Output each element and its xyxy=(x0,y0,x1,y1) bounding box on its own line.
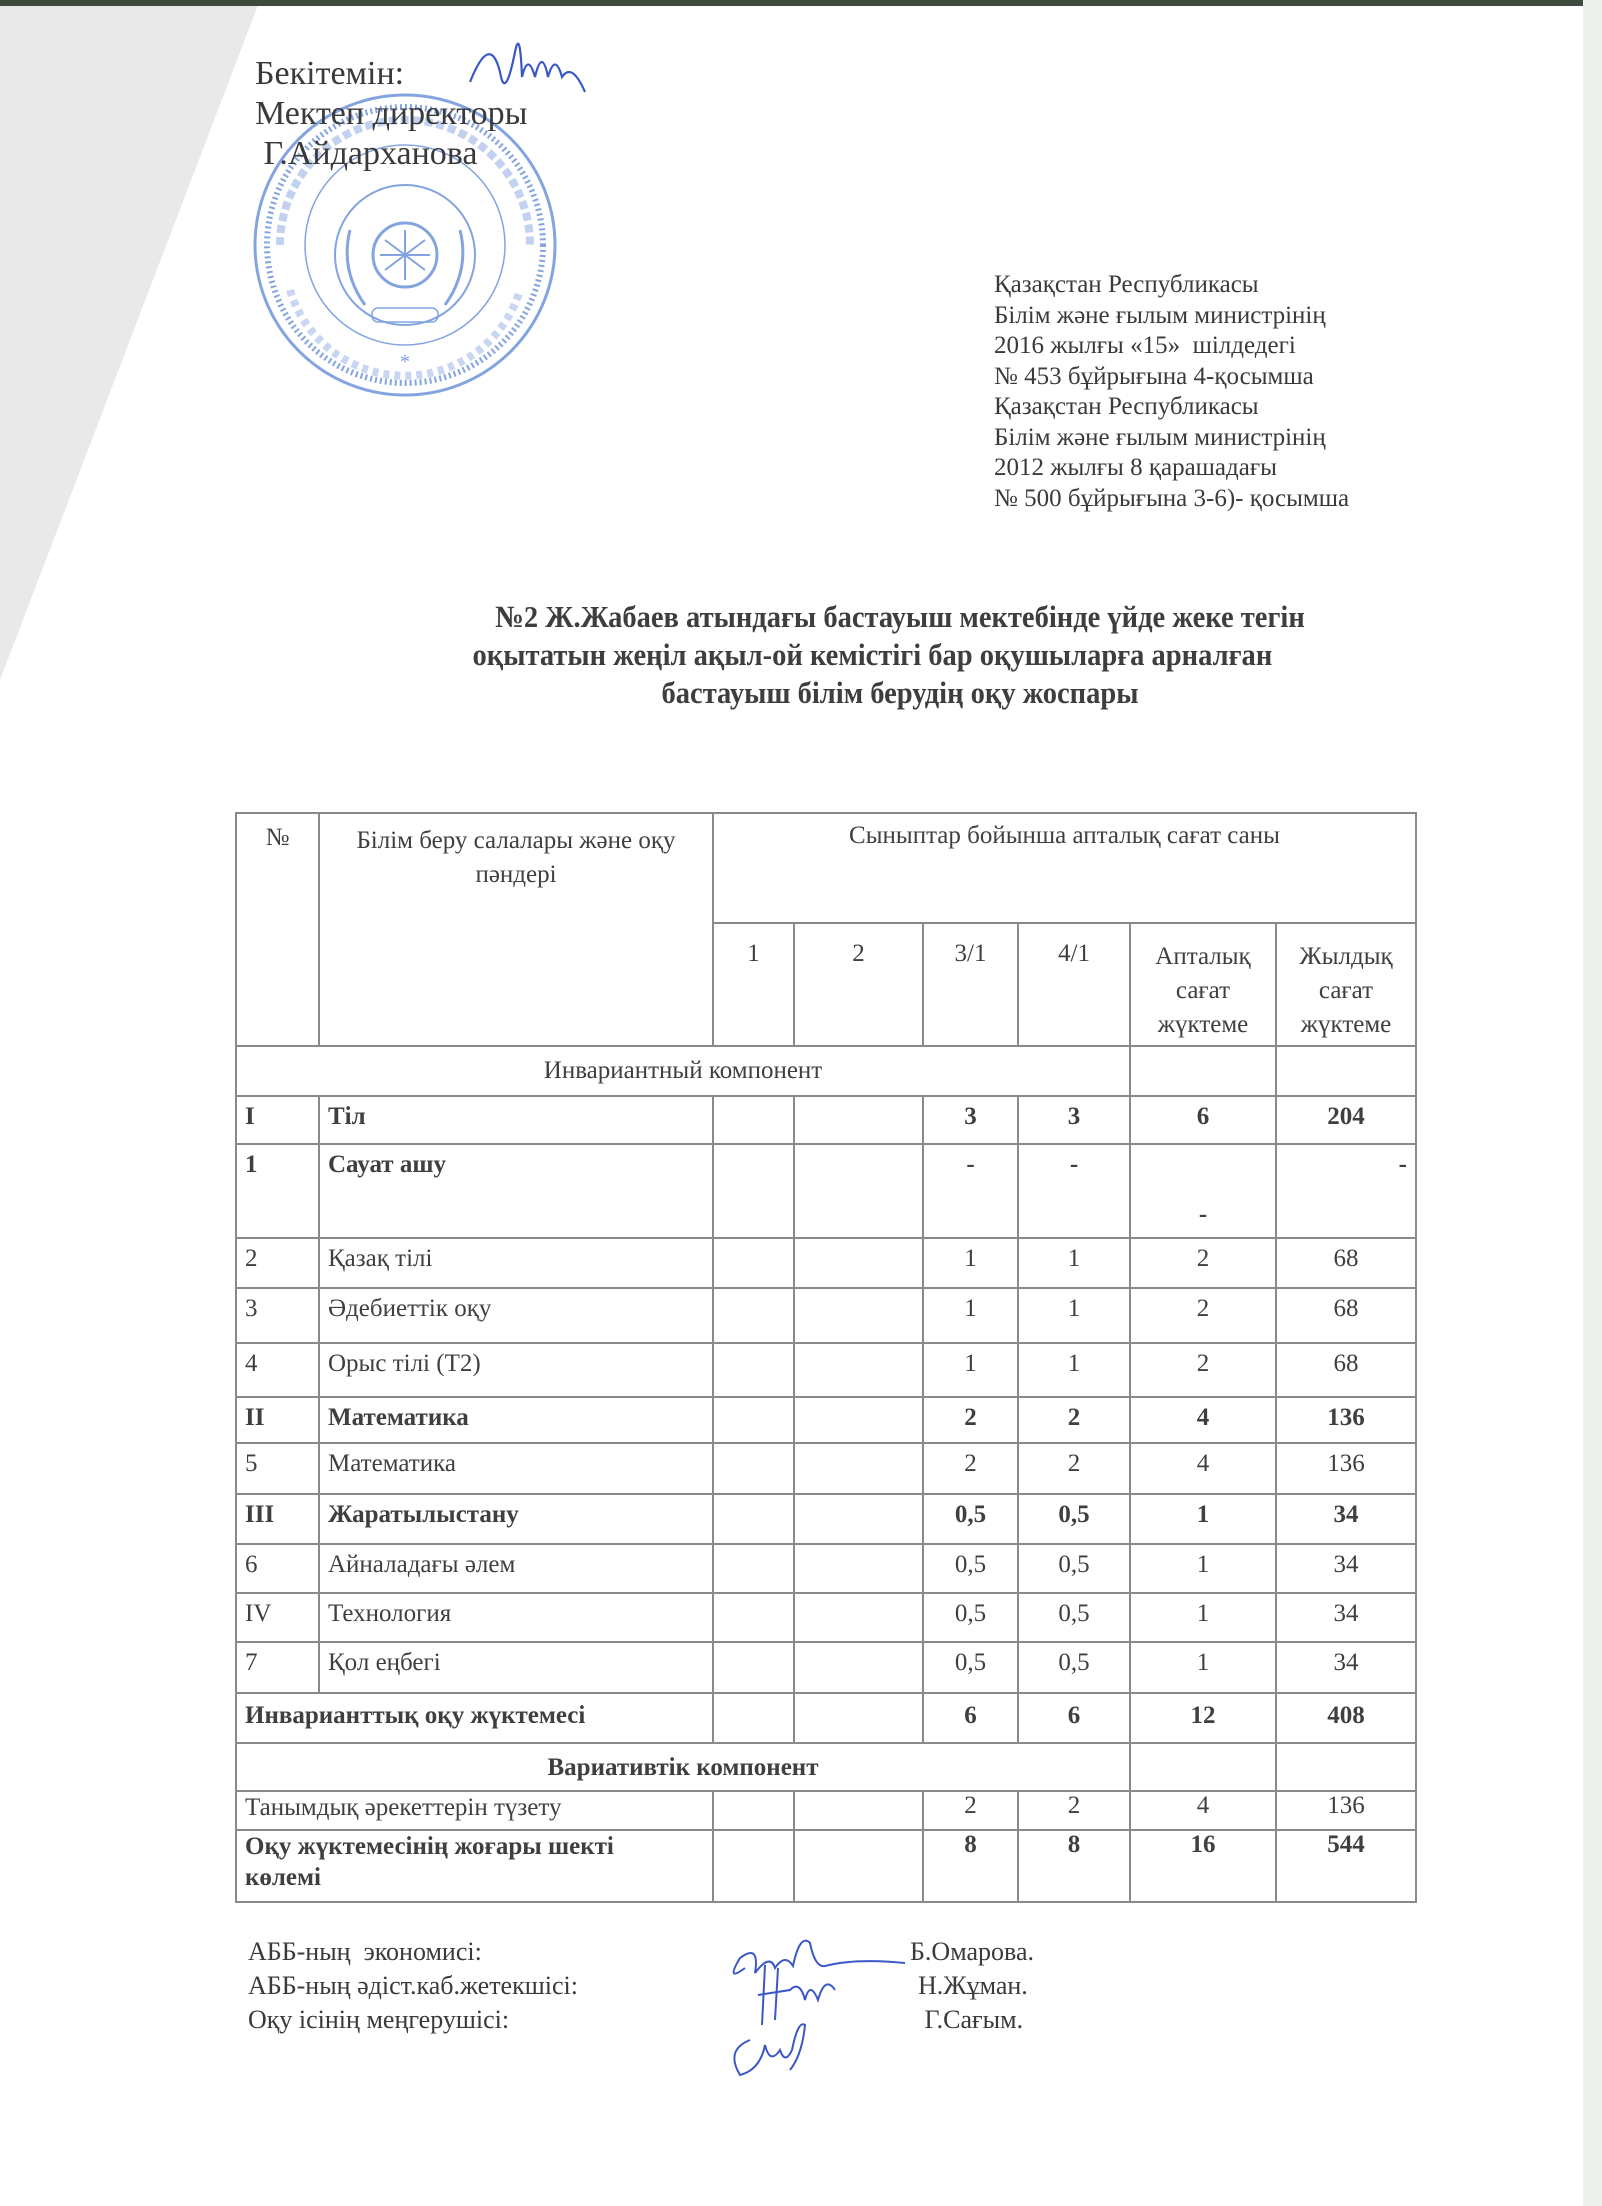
cell-class-3-1: 0,5 xyxy=(923,1642,1018,1693)
cell-weekly: 4 xyxy=(1130,1443,1276,1494)
cell-class-3-1: 2 xyxy=(923,1791,1018,1830)
cell-class-2 xyxy=(794,1494,923,1544)
cell-yearly: 34 xyxy=(1276,1494,1416,1544)
scan-folded-corner xyxy=(0,0,260,680)
reference-line: № 453 бұйрығына 4-қосымша xyxy=(994,362,1314,390)
cell-yearly: 136 xyxy=(1276,1443,1416,1494)
cell-class-3-1: 2 xyxy=(923,1397,1018,1443)
header-number: № xyxy=(236,813,319,1046)
cell-class-1 xyxy=(713,1593,794,1642)
title-line: оқытатын жеңіл ақыл-ой кемістігі бар оқушыларға арналған xyxy=(472,637,1273,672)
cell-class-2 xyxy=(794,1343,923,1397)
max-load-row xyxy=(236,1830,1416,1902)
cell-class-1 xyxy=(713,1830,794,1902)
row-number: 3 xyxy=(236,1288,319,1343)
empty-cell xyxy=(1130,1743,1276,1791)
reference-line: Білім және ғылым министрінің xyxy=(994,301,1326,329)
signatory-name: Б.Омарова. xyxy=(910,1937,1034,1966)
cell-class-1 xyxy=(713,1144,794,1238)
cell-yearly: 68 xyxy=(1276,1238,1416,1288)
cell-class-3-1: - xyxy=(923,1144,1018,1238)
signature-row xyxy=(248,2003,1024,2037)
invariant-total-label: Инварианттық оқу жүктемесі xyxy=(236,1693,713,1743)
table-row xyxy=(236,1593,1416,1642)
cell-class-2 xyxy=(794,1096,923,1144)
signature-row xyxy=(248,1969,1028,2003)
cell-class-3-1: 1 xyxy=(923,1238,1018,1288)
document-title xyxy=(348,598,1452,712)
cell-class-4-1: 2 xyxy=(1018,1397,1130,1443)
cell-class-4-1: 2 xyxy=(1018,1791,1130,1830)
row-number: 2 xyxy=(236,1238,319,1288)
cell-class-3-1: 1 xyxy=(923,1343,1018,1397)
cell-class-3-1: 3 xyxy=(923,1096,1018,1144)
cell-class-3-1: 0,5 xyxy=(923,1593,1018,1642)
header-subject: Білім беру салалары және оқу пәндері xyxy=(319,813,713,1046)
svg-text:*: * xyxy=(400,351,410,373)
cell-class-2 xyxy=(794,1642,923,1693)
cell-class-4-1: 6 xyxy=(1018,1693,1130,1743)
cell-yearly: 34 xyxy=(1276,1642,1416,1693)
cell-class-3-1: 6 xyxy=(923,1693,1018,1743)
table-row xyxy=(236,1494,1416,1544)
cell-class-1 xyxy=(713,1288,794,1343)
row-number: 4 xyxy=(236,1343,319,1397)
cell-class-2 xyxy=(794,1443,923,1494)
table-row xyxy=(236,1544,1416,1593)
cell-class-1 xyxy=(713,1544,794,1593)
variative-section-label: Вариативтік компонент xyxy=(236,1743,1130,1791)
cell-class-4-1: 0,5 xyxy=(1018,1642,1130,1693)
cell-class-1 xyxy=(713,1397,794,1443)
cell-class-1 xyxy=(713,1642,794,1693)
cell-weekly: 1 xyxy=(1130,1544,1276,1593)
cell-class-3-1: 2 xyxy=(923,1443,1018,1494)
signatory-role: Оқу ісінің меңгерушісі: xyxy=(248,2005,510,2034)
approval-person: Г.Айдарханова xyxy=(255,135,478,172)
variative-subject: Танымдық әрекеттерін түзету xyxy=(236,1791,713,1830)
table-row xyxy=(236,1343,1416,1397)
title-line: бастауыш білім берудің оқу жоспары xyxy=(661,675,1139,710)
table-row xyxy=(236,1238,1416,1288)
row-number: 5 xyxy=(236,1443,319,1494)
head-teacher-signature-icon xyxy=(720,2010,830,2080)
row-number: 1 xyxy=(236,1144,319,1238)
reference-line: Қазақстан Республикасы xyxy=(994,271,1259,298)
approval-position: Мектеп директоры xyxy=(255,95,528,132)
cell-class-2 xyxy=(794,1397,923,1443)
cell-class-1 xyxy=(713,1343,794,1397)
approval-label: Бекітемін: xyxy=(255,55,405,92)
header-col-1: 1 xyxy=(713,923,794,1046)
cell-class-2 xyxy=(794,1144,923,1238)
cell-class-4-1: 1 xyxy=(1018,1238,1130,1288)
curriculum-table xyxy=(235,812,1417,1903)
header-yearly-load: Жылдық сағат жүктеме xyxy=(1276,923,1416,1046)
reference-line: Қазақстан Республикасы xyxy=(994,393,1259,420)
signatory-role: АББ-ның экономисі: xyxy=(248,1937,482,1966)
cell-weekly: 1 xyxy=(1130,1494,1276,1544)
cell-class-3-1: 8 xyxy=(923,1830,1018,1902)
cell-class-4-1: 2 xyxy=(1018,1443,1130,1494)
cell-class-2 xyxy=(794,1544,923,1593)
cell-weekly: 1 xyxy=(1130,1642,1276,1693)
signatory-name: Г.Сағым. xyxy=(918,2005,1024,2034)
signatory-name: Н.Жұман. xyxy=(918,1971,1028,2000)
empty-cell xyxy=(1130,1046,1276,1096)
cell-class-4-1: 0,5 xyxy=(1018,1494,1130,1544)
subject-name: Сауат ашу xyxy=(319,1144,713,1238)
cell-class-3-1: 0,5 xyxy=(923,1544,1018,1593)
cell-yearly: - xyxy=(1276,1144,1416,1238)
invariant-total-row xyxy=(236,1693,1416,1743)
cell-class-4-1: 3 xyxy=(1018,1096,1130,1144)
subject-name: Технология xyxy=(319,1593,713,1642)
cell-weekly: 6 xyxy=(1130,1096,1276,1144)
row-number: I xyxy=(236,1096,319,1144)
scan-edge-top xyxy=(0,0,1602,6)
cell-weekly: 2 xyxy=(1130,1288,1276,1343)
table-row xyxy=(236,1397,1416,1443)
cell-weekly: 4 xyxy=(1130,1397,1276,1443)
reference-line: 2012 жылғы 8 қарашадағы xyxy=(994,454,1277,481)
row-number: IV xyxy=(236,1593,319,1642)
signature-row xyxy=(248,1935,1034,1969)
cell-class-4-1: 8 xyxy=(1018,1830,1130,1902)
cell-class-2 xyxy=(794,1288,923,1343)
cell-yearly: 544 xyxy=(1276,1830,1416,1902)
header-group: Сыныптар бойынша апталық сағат саны xyxy=(713,813,1416,923)
table-row xyxy=(236,1642,1416,1693)
table-row xyxy=(236,1288,1416,1343)
subject-name: Математика xyxy=(319,1397,713,1443)
reference-line: № 500 бұйрығына 3-6)- қосымша xyxy=(994,484,1350,512)
cell-class-4-1: 1 xyxy=(1018,1343,1130,1397)
cell-class-1 xyxy=(713,1096,794,1144)
subject-name: Қол еңбегі xyxy=(319,1642,713,1693)
cell-class-4-1: - xyxy=(1018,1144,1130,1238)
cell-class-4-1: 1 xyxy=(1018,1288,1130,1343)
cell-yearly: 68 xyxy=(1276,1288,1416,1343)
cell-yearly: 136 xyxy=(1276,1791,1416,1830)
empty-cell xyxy=(1276,1743,1416,1791)
cell-class-3-1: 0,5 xyxy=(923,1494,1018,1544)
cell-yearly: 34 xyxy=(1276,1593,1416,1642)
subject-name: Математика xyxy=(319,1443,713,1494)
cell-class-2 xyxy=(794,1791,923,1830)
row-number: 7 xyxy=(236,1642,319,1693)
header-col-3-1: 3/1 xyxy=(923,923,1018,1046)
cell-weekly: - xyxy=(1130,1144,1276,1238)
table-row xyxy=(236,1443,1416,1494)
cell-class-1 xyxy=(713,1238,794,1288)
cell-yearly: 68 xyxy=(1276,1343,1416,1397)
empty-cell xyxy=(1276,1046,1416,1096)
subject-name: Айналадағы әлем xyxy=(319,1544,713,1593)
variative-row xyxy=(236,1791,1416,1830)
cell-weekly: 4 xyxy=(1130,1791,1276,1830)
row-number: II xyxy=(236,1397,319,1443)
cell-yearly: 34 xyxy=(1276,1544,1416,1593)
row-number: 6 xyxy=(236,1544,319,1593)
cell-weekly: 2 xyxy=(1130,1343,1276,1397)
max-load-label: Оқу жүктемесінің жоғары шекті көлемі xyxy=(236,1830,713,1902)
reference-line: Білім және ғылым министрінің xyxy=(994,423,1326,451)
cell-class-2 xyxy=(794,1593,923,1642)
subject-name: Тіл xyxy=(319,1096,713,1144)
subject-name: Қазақ тілі xyxy=(319,1238,713,1288)
cell-class-4-1: 0,5 xyxy=(1018,1593,1130,1642)
cell-class-2 xyxy=(794,1693,923,1743)
cell-weekly: 1 xyxy=(1130,1593,1276,1642)
cell-class-2 xyxy=(794,1830,923,1902)
signatures-block xyxy=(248,1935,1034,2037)
header-col-2: 2 xyxy=(794,923,923,1046)
approval-block xyxy=(255,54,528,174)
cell-class-1 xyxy=(713,1443,794,1494)
cell-weekly: 16 xyxy=(1130,1830,1276,1902)
cell-yearly: 408 xyxy=(1276,1693,1416,1743)
cell-class-2 xyxy=(794,1238,923,1288)
cell-weekly: 12 xyxy=(1130,1693,1276,1743)
table-row xyxy=(236,1096,1416,1144)
table-row xyxy=(236,1144,1416,1238)
subject-name: Әдебиеттік оқу xyxy=(319,1288,713,1343)
subject-name: Орыс тілі (Т2) xyxy=(319,1343,713,1397)
header-weekly-load: Апталық сағат жүктеме xyxy=(1130,923,1276,1046)
invariant-section-label: Инвариантный компонент xyxy=(236,1046,1130,1096)
cell-class-1 xyxy=(713,1791,794,1830)
cell-weekly: 2 xyxy=(1130,1238,1276,1288)
reference-line: 2016 жылғы «15» шілдедегі xyxy=(994,332,1296,359)
order-reference xyxy=(994,270,1349,514)
scan-edge-right xyxy=(1583,0,1602,2206)
header-col-4-1: 4/1 xyxy=(1018,923,1130,1046)
cell-class-3-1: 1 xyxy=(923,1288,1018,1343)
subject-name: Жаратылыстану xyxy=(319,1494,713,1544)
cell-yearly: 136 xyxy=(1276,1397,1416,1443)
row-number: III xyxy=(236,1494,319,1544)
cell-class-1 xyxy=(713,1693,794,1743)
title-line: №2 Ж.Жабаев атындағы бастауыш мектебінде үйде жеке тегін xyxy=(495,599,1305,634)
signatory-role: АББ-ның әдіст.каб.жетекшісі: xyxy=(248,1971,578,2000)
cell-yearly: 204 xyxy=(1276,1096,1416,1144)
cell-class-4-1: 0,5 xyxy=(1018,1544,1130,1593)
cell-class-1 xyxy=(713,1494,794,1544)
